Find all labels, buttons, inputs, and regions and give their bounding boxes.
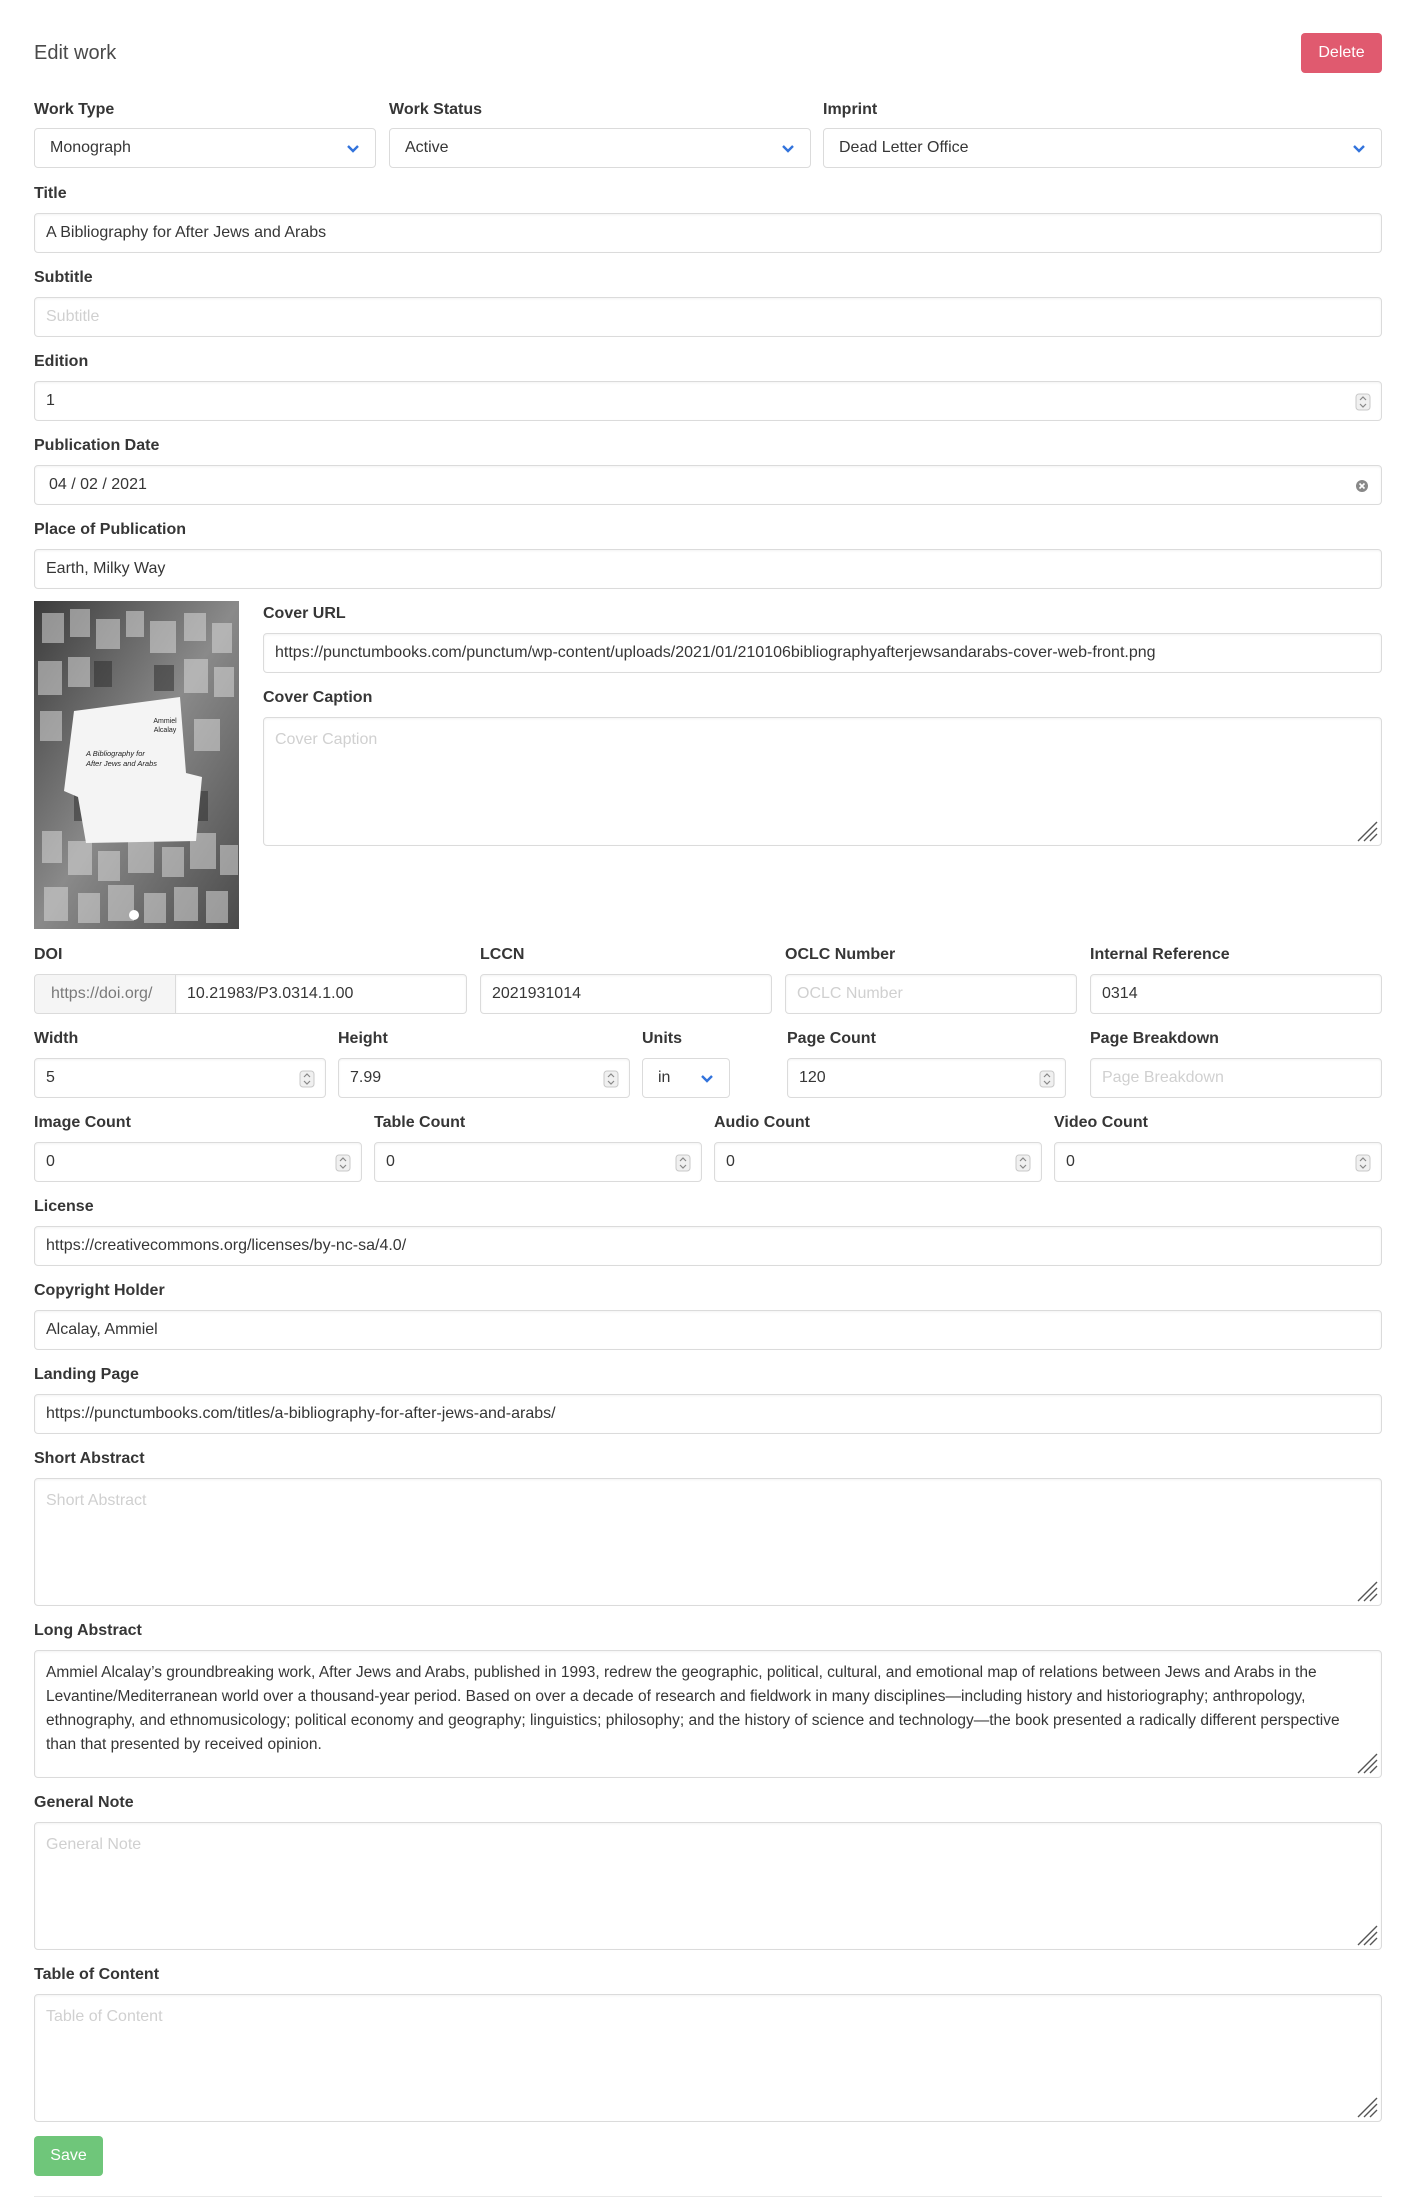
general-note-label: General Note [34, 1794, 134, 1811]
units-value: in [658, 1069, 671, 1086]
edition-label: Edition [34, 353, 89, 370]
audio-count-input[interactable] [714, 1142, 1042, 1182]
width-label: Width [34, 1030, 79, 1047]
imprint-value: Dead Letter Office [839, 139, 969, 156]
video-count-input[interactable] [1054, 1142, 1382, 1182]
copyright-holder-label: Copyright Holder [34, 1282, 165, 1299]
edition-value: 1 [46, 392, 55, 409]
work-status-select[interactable] [389, 128, 811, 168]
chevron-down-icon [699, 1071, 715, 1087]
page-count-input[interactable] [787, 1058, 1066, 1098]
place-label: Place of Publication [34, 521, 187, 538]
page-count-label: Page Count [787, 1030, 876, 1047]
cover-image [34, 601, 239, 929]
internal-reference-label: Internal Reference [1090, 946, 1230, 963]
image-count-label: Image Count [34, 1114, 131, 1131]
title-input[interactable]: A Bibliography for After Jews and Arabs [34, 213, 1382, 253]
width-input[interactable] [34, 1058, 326, 1098]
page-count-value: 120 [799, 1069, 826, 1086]
spinner-icon[interactable] [1355, 393, 1371, 411]
resize-handle-icon[interactable] [1356, 1580, 1378, 1602]
publication-date-input[interactable] [34, 465, 1382, 505]
license-label: License [34, 1198, 94, 1215]
spinner-icon[interactable] [1355, 1154, 1371, 1172]
table-of-content-textarea[interactable] [34, 1994, 1382, 2122]
audio-count-label: Audio Count [714, 1114, 810, 1131]
spinner-icon[interactable] [1039, 1070, 1055, 1088]
spinner-icon[interactable] [675, 1154, 691, 1172]
resize-handle-icon[interactable] [1356, 1752, 1378, 1774]
height-input[interactable] [338, 1058, 630, 1098]
work-type-value: Monograph [50, 139, 131, 156]
chevron-down-icon [1351, 141, 1367, 157]
doi-input[interactable]: 10.21983/P3.0314.1.00 [175, 974, 467, 1014]
work-status-label: Work Status [389, 101, 483, 118]
clear-icon[interactable] [1355, 479, 1369, 493]
subtitle-label: Subtitle [34, 269, 93, 286]
table-count-label: Table Count [374, 1114, 466, 1131]
audio-count-value: 0 [726, 1153, 735, 1170]
short-abstract-textarea[interactable] [34, 1478, 1382, 1606]
table-of-content-label: Table of Content [34, 1966, 160, 1983]
page-title: Edit work [34, 42, 117, 64]
long-abstract-text: Ammiel Alcalay’s groundbreaking work, After Jews and Arabs, published in 1993, redrew the geographic, political, cultural, and emotional map of relations between Jews and Arabs in the Levantine/Mediterranean world over a thousand-year period. Based on over a decade of research and fieldwork in many disciplines—including history and historiography; anthropology, ethnography, and ethnomusicology; political economy and geography; linguistics; philosophy; and the history of science and technology—the book presented a radically different perspective than that presented by received opinion. [46, 1664, 1340, 1753]
table-count-value: 0 [386, 1153, 395, 1170]
cover-caption-label: Cover Caption [263, 689, 373, 706]
height-value: 7.99 [350, 1069, 382, 1086]
image-count-value: 0 [46, 1153, 55, 1170]
short-abstract-placeholder: Short Abstract [46, 1492, 147, 1509]
video-count-label: Video Count [1054, 1114, 1148, 1131]
units-label: Units [642, 1030, 682, 1047]
edition-input[interactable] [34, 381, 1382, 421]
publication-date-value: 04 / 02 / 2021 [49, 476, 147, 493]
title-label: Title [34, 185, 67, 202]
cover-author: Ammiel Alcalay [153, 718, 177, 734]
chevron-down-icon [345, 141, 361, 157]
work-type-label: Work Type [34, 101, 115, 118]
image-count-input[interactable] [34, 1142, 362, 1182]
footer-divider [34, 2196, 1382, 2197]
long-abstract-label: Long Abstract [34, 1622, 142, 1639]
lccn-label: LCCN [480, 946, 525, 963]
chevron-down-icon [780, 141, 796, 157]
general-note-placeholder: General Note [46, 1836, 142, 1853]
license-input[interactable]: https://creativecommons.org/licenses/by-nc-sa/4.0/ [34, 1226, 1382, 1266]
imprint-label: Imprint [823, 101, 878, 118]
height-label: Height [338, 1030, 388, 1047]
copyright-holder-input[interactable]: Alcalay, Ammiel [34, 1310, 1382, 1350]
work-type-select[interactable] [34, 128, 376, 168]
landing-page-input[interactable]: https://punctumbooks.com/titles/a-bibliography-for-after-jews-and-arabs/ [34, 1394, 1382, 1434]
doi-label: DOI [34, 946, 63, 963]
cover-caption-textarea[interactable] [263, 717, 1382, 846]
width-value: 5 [46, 1069, 55, 1086]
oclc-label: OCLC Number [785, 946, 896, 963]
cover-book-title: A Bibliography for After Jews and Arabs [86, 749, 158, 768]
delete-button[interactable]: Delete [1301, 33, 1382, 73]
spinner-icon[interactable] [335, 1154, 351, 1172]
subtitle-input[interactable]: Subtitle [34, 297, 1382, 337]
short-abstract-label: Short Abstract [34, 1450, 145, 1467]
table-of-content-placeholder: Table of Content [46, 2008, 163, 2025]
page-breakdown-label: Page Breakdown [1090, 1030, 1219, 1047]
resize-handle-icon[interactable] [1356, 1924, 1378, 1946]
landing-page-label: Landing Page [34, 1366, 139, 1383]
doi-prefix: https://doi.org/ [34, 974, 176, 1014]
place-input[interactable]: Earth, Milky Way [34, 549, 1382, 589]
video-count-value: 0 [1066, 1153, 1075, 1170]
resize-handle-icon[interactable] [1356, 2096, 1378, 2118]
cover-url-input[interactable]: https://punctumbooks.com/punctum/wp-content/uploads/2021/01/210106bibliographyafterjewsandarabs-cover-web-front.png [263, 633, 1382, 673]
spinner-icon[interactable] [1015, 1154, 1031, 1172]
imprint-select[interactable] [823, 128, 1382, 168]
cover-url-label: Cover URL [263, 605, 346, 622]
spinner-icon[interactable] [299, 1070, 315, 1088]
lccn-input[interactable]: 2021931014 [480, 974, 772, 1014]
work-status-value: Active [405, 139, 449, 156]
page-breakdown-input[interactable]: Page Breakdown [1090, 1058, 1382, 1098]
oclc-input[interactable]: OCLC Number [785, 974, 1077, 1014]
general-note-textarea[interactable] [34, 1822, 1382, 1950]
table-count-input[interactable] [374, 1142, 702, 1182]
spinner-icon[interactable] [603, 1070, 619, 1088]
units-select[interactable] [642, 1058, 730, 1098]
resize-handle-icon[interactable] [1356, 820, 1378, 842]
internal-reference-input[interactable]: 0314 [1090, 974, 1382, 1014]
save-button[interactable]: Save [34, 2136, 103, 2176]
cover-caption-placeholder: Cover Caption [275, 731, 378, 748]
publication-date-label: Publication Date [34, 437, 160, 454]
long-abstract-textarea[interactable] [34, 1650, 1382, 1778]
